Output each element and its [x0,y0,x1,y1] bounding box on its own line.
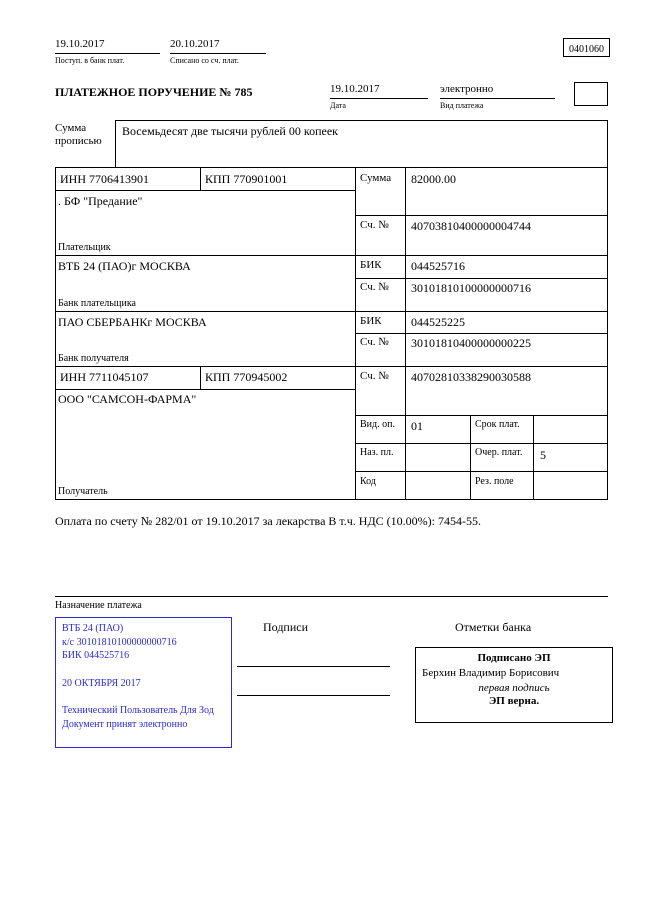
document-date: 19.10.2017 [330,83,428,99]
payment-purpose-label: Назначение платежа [55,600,142,611]
form-code-box [563,38,610,57]
received-date-block [55,38,160,66]
stamp-status: Документ принят электронно [62,718,188,730]
payment-type-block [440,83,555,111]
purpose-underline [55,596,608,597]
received-date-label: Поступ. в банк плат. [55,56,125,65]
form-code: 0401060 [569,44,604,55]
payee-kpp: КПП 770945002 [205,370,288,384]
purpose-code-label: Наз. пл. [360,447,394,458]
payer-section-label: Плательщик [58,242,111,253]
signature-type: первая подпись [478,682,550,694]
amount-words-cell [115,120,608,168]
table-line [355,333,608,334]
payee-bank-name: ПАО СБЕРБАНКг МОСКВА [58,315,207,329]
debited-date-label: Списано со сч. плат. [170,56,239,65]
op-type-label: Вид. оп. [360,419,395,430]
stamp-bank-name: ВТБ 24 (ПАО) [62,623,124,634]
table-line [200,366,201,390]
stamp-bik: БИК 044525716 [62,650,130,661]
payee-bank-account-label: Сч. № [360,336,389,348]
debited-date: 20.10.2017 [170,38,266,54]
table-line [55,167,608,168]
payee-bank-bik-label: БИК [360,315,382,327]
payer-bank-account: 30101810100000000716 [411,281,531,295]
signer-name: Берхин Владимир Борисович [422,667,560,679]
table-line [55,167,56,500]
table-line [55,190,356,191]
document-date-label: Дата [330,101,346,110]
sum-label: Сумма [360,172,392,184]
payer-bank-section-label: Банк плательщика [58,298,136,309]
table-line [607,167,608,500]
payment-type-label: Вид платежа [440,101,484,110]
priority-value: 5 [540,448,546,462]
signature-line-1 [237,666,390,667]
table-line [355,415,608,416]
payee-account-label: Сч. № [360,370,389,382]
signed-with-esign-label: Подписано ЭП [477,652,551,664]
payment-type: электронно [440,83,555,99]
signatures-label: Подписи [263,620,309,634]
table-line [55,366,608,367]
payee-account: 40702810338290030588 [411,370,531,384]
table-line [55,499,608,500]
payee-section-label: Получатель [58,486,108,497]
table-line [55,311,608,312]
payee-name: ООО "САМСОН-ФАРМА" [58,392,197,406]
table-line [55,389,356,390]
payer-name: . БФ "Предание" [58,194,143,208]
signature-stamp [415,647,613,723]
payer-bank-name: ВТБ 24 (ПАО)г МОСКВА [58,259,191,273]
amount-words-label: Сумма прописью [55,122,102,147]
priority-label: Очер. плат. [475,447,523,458]
table-line [355,471,608,472]
bank-marks-label: Отметки банка [455,620,532,634]
op-type-value: 01 [411,419,423,433]
payer-kpp: КПП 770901001 [205,172,288,186]
signature-line-2 [237,695,390,696]
payer-bank-bik: 044525716 [411,259,465,273]
payee-bank-bik: 044525225 [411,315,465,329]
table-line [55,255,608,256]
table-line [200,167,201,191]
reserve-field-label: Рез. поле [475,476,514,487]
stamp-operator: Технический Пользователь Для Зод [62,705,214,716]
received-date: 19.10.2017 [55,38,160,54]
table-line [470,415,471,500]
payee-bank-section-label: Банк получателя [58,353,129,364]
bank-acceptance-stamp [55,617,232,748]
amount-words-value: Восемьдесят две тысячи рублей 00 копеек [122,124,338,138]
table-line [405,167,406,500]
table-line [355,215,608,216]
code-label: Код [360,476,376,487]
esign-valid-label: ЭП верна. [488,695,540,707]
payer-bank-bik-label: БИК [360,259,382,271]
payee-inn: ИНН 7711045107 [60,370,149,384]
table-line [355,278,608,279]
payer-account: 40703810400000004744 [411,219,531,233]
payer-bank-account-label: Сч. № [360,281,389,293]
document-date-block [330,83,428,111]
payment-purpose-text: Оплата по счету № 282/01 от 19.10.2017 за лекарства В т.ч. НДС (10.00%): 7454-55. [55,514,481,528]
debited-date-block [170,38,266,66]
due-date-label: Срок плат. [475,419,520,430]
payer-inn: ИНН 7706413901 [60,172,149,186]
payer-account-label: Сч. № [360,219,389,231]
stamp-date: 20 ОКТЯБРЯ 2017 [62,677,141,689]
sum-value: 82000.00 [411,172,456,186]
table-line [355,443,608,444]
status-box [574,82,608,106]
table-line [355,167,356,500]
stamp-corr-account: к/с 30101810100000000716 [62,636,177,648]
document-title: ПЛАТЕЖНОЕ ПОРУЧЕНИЕ № 785 [55,85,253,99]
payee-bank-account: 30101810400000000225 [411,336,531,350]
